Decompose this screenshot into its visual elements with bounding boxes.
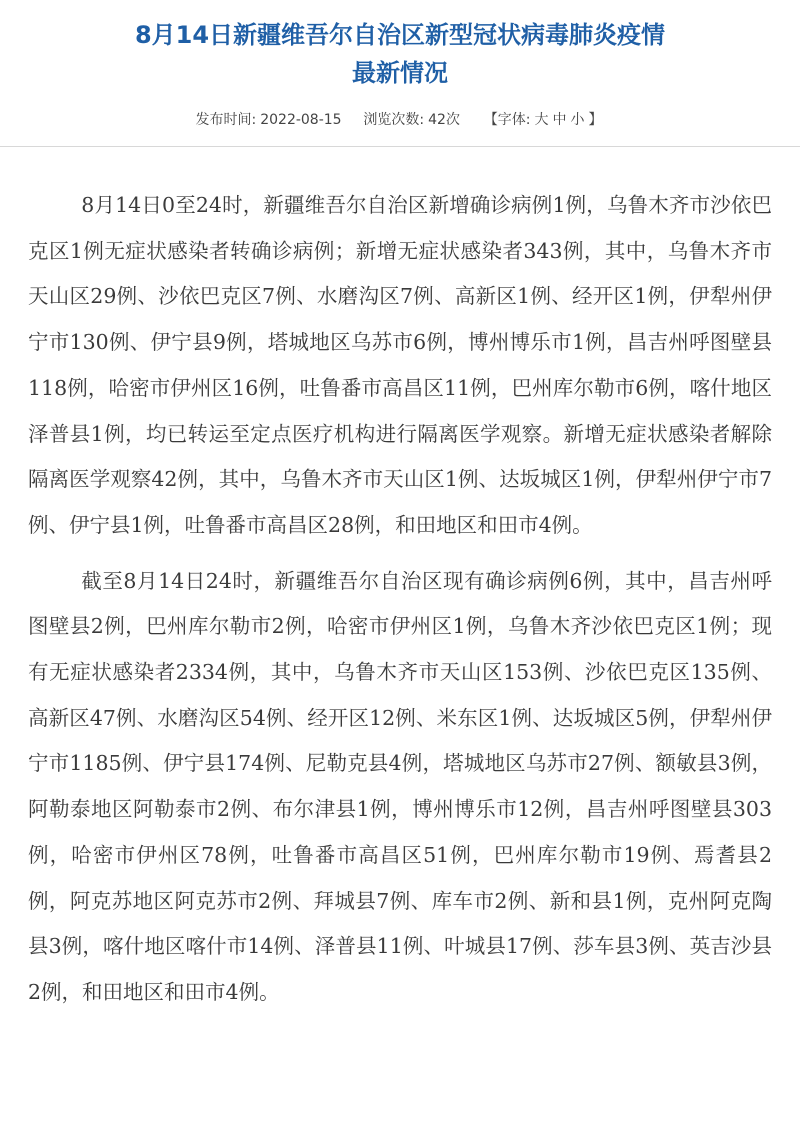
article-paragraph-1: 8月14日0至24时，新疆维吾尔自治区新增确诊病例1例，乌鲁木齐市沙依巴克区1例无症状感染者转确诊病例；新增无症状感染者343例，其中，乌鲁木齐市天山区29例、沙依巴克区7例、水磨沟区7例、高新区1例、经开区1例，伊犁州伊宁市130例、伊宁县9例，塔城地区乌苏市6例，博州博乐市1例，昌吉州呼图壁县118例，哈密市伊州区16例，吐鲁番市高昌区11例，巴州库尔勒市6例，喀什地区泽普县1例，均已转运至定点医疗机构进行隔离医学观察。新增无症状感染者解除隔离医学观察42例，其中，乌鲁木齐市天山区1例、达坂城区1例，伊犁州伊宁市7例、伊宁县1例，吐鲁番市高昌区28例，和田地区和田市4例。 — [28, 193, 772, 537]
article-header — [0, 0, 800, 130]
font-size-close: 】 — [588, 112, 603, 128]
font-small-button[interactable]: 小 — [570, 112, 585, 128]
font-medium-button[interactable]: 中 — [552, 112, 567, 128]
publish-time-label: 发布时间: — [195, 112, 257, 128]
views-count: 42次 — [428, 112, 460, 128]
views-label: 浏览次数: — [363, 112, 425, 128]
page-title-line-1: 8月14日新疆维吾尔自治区新型冠状病毒肺炎疫情 — [134, 21, 666, 49]
article-paragraph-2: 截至8月14日24时，新疆维吾尔自治区现有确诊病例6例，其中，昌吉州呼图壁县2例，巴州库尔勒市2例，哈密市伊州区1例，乌鲁木齐沙依巴克区1例；现有无症状感染者2334例，其中，乌鲁木齐市天山区153例、沙依巴克区135例、高新区47例、水磨沟区54例、经开区12例、米东区1例、达坂城区5例，伊犁州伊宁市1185例、伊宁县174例、尼勒克县4例，塔城地区乌苏市27例、额敏县3例，阿勒泰地区阿勒泰市2例、布尔津县1例，博州博乐市12例，昌吉州呼图壁县303例，哈密市伊州区78例，吐鲁番市高昌区51例，巴州库尔勒市19例、焉耆县2例，阿克苏地区阿克苏市2例、拜城县7例、库车市2例、新和县1例，克州阿克陶县3例，喀什地区喀什市14例、泽普县11例、叶城县17例、莎车县3例、英吉沙县2例，和田地区和田市4例。 — [28, 568, 772, 1004]
font-size-switch — [482, 112, 605, 128]
page-title-line-2: 最新情况 — [352, 59, 448, 87]
font-size-label: 【字体: — [483, 112, 531, 128]
publish-date: 2022-08-15 — [260, 112, 342, 128]
font-large-button[interactable]: 大 — [534, 112, 549, 128]
article-meta — [0, 110, 800, 130]
article-body — [0, 147, 800, 1016]
